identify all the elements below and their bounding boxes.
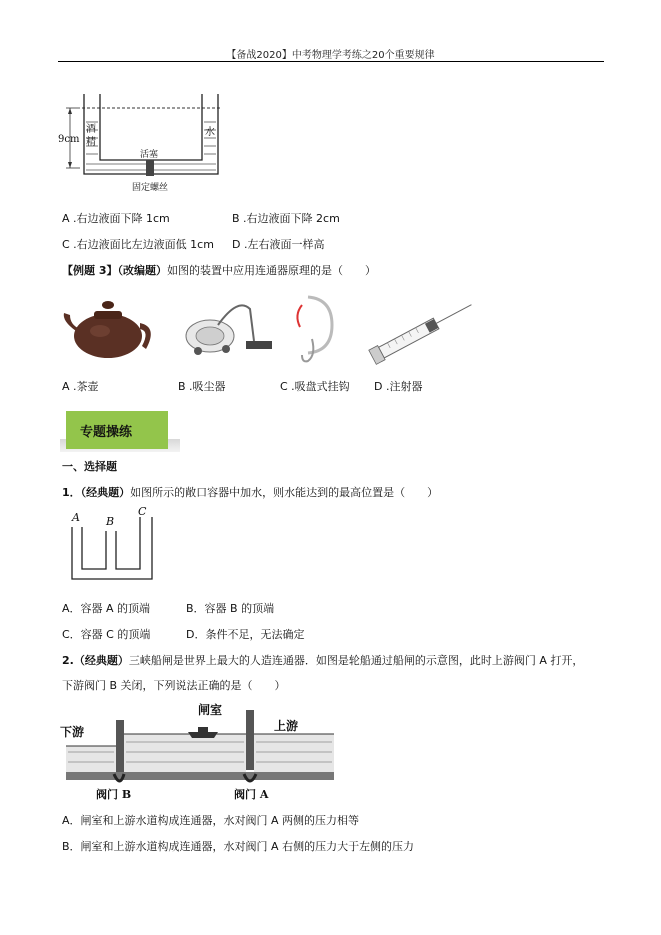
piston-label: 活塞 xyxy=(140,150,159,160)
height-label: 9cm xyxy=(58,134,80,145)
container-a-label: A xyxy=(72,511,80,524)
q2-number: 2. xyxy=(62,654,74,667)
q1-option-c: C．容器 C 的顶端 xyxy=(62,628,151,641)
q2-source: （经典题） xyxy=(73,654,129,667)
u-tube-piston-figure xyxy=(58,90,228,195)
option-d: D .左右液面一样高 xyxy=(232,238,325,251)
upstream-label: 上游 xyxy=(274,719,299,733)
container-c-label: C xyxy=(138,505,147,518)
example3-question xyxy=(62,262,376,278)
q1-stem xyxy=(62,484,438,500)
alcohol-label-2: 精 xyxy=(86,137,96,148)
suction-hook-icon xyxy=(288,291,348,366)
q1-number: 1． xyxy=(62,486,81,499)
option-c: C .右边液面比左边液面低 1cm xyxy=(62,238,214,251)
valve-b-label: 阀门 B xyxy=(96,788,132,801)
example3-option-a: A .茶壶 xyxy=(62,380,99,393)
option-b: B .右边液面下降 2cm xyxy=(232,212,340,225)
valve-a-label: 阀门 A xyxy=(234,788,269,801)
example3-option-b: B .吸尘器 xyxy=(178,380,226,393)
example3-text: 如图的装置中应用连通器原理的是（ ） xyxy=(166,264,376,277)
open-containers-figure xyxy=(66,505,166,585)
q1-source: （经典题） xyxy=(80,486,131,499)
q2-stem-line2: 下游阀门 B 关闭，下列说法正确的是（ ） xyxy=(62,679,286,692)
q1-option-b: B．容器 B 的顶端 xyxy=(186,602,275,615)
alcohol-label-1: 酒 xyxy=(86,124,96,135)
lock-chamber-label: 闸室 xyxy=(198,703,223,717)
container-b-label: B xyxy=(106,515,115,528)
teapot-icon xyxy=(58,291,158,366)
page-header: 【备战2020】中考物理学考练之20个重要规律 xyxy=(226,50,435,61)
section-banner-text: 专题操练 xyxy=(80,425,133,440)
example3-tag: 【例题 3】 xyxy=(62,264,118,277)
q1-text: 如图所示的敞口容器中加水，则水能达到的最高位置是（ ） xyxy=(130,486,439,499)
q2-text-line1: 三峡船闸是世界上最大的人造连通器．如图是轮船通过船闸的示意图，此时上游阀门 A 打开， xyxy=(128,654,584,667)
q2-option-a: A．闸室和上游水道构成连通器，水对阀门 A 两侧的压力相等 xyxy=(62,814,360,827)
header-divider xyxy=(58,61,604,62)
q2-option-b: B．闸室和上游水道构成连通器，水对阀门 A 右侧的压力大于左侧的压力 xyxy=(62,840,415,853)
example3-option-c: C .吸盘式挂钩 xyxy=(280,380,350,393)
downstream-label: 下游 xyxy=(60,725,85,739)
water-label: 水 xyxy=(205,127,215,138)
example3-source: （改编题） xyxy=(117,264,167,277)
q1-option-d: D．条件不足，无法确定 xyxy=(186,628,305,641)
ship-lock-figure xyxy=(60,696,340,802)
vacuum-cleaner-icon xyxy=(178,291,278,366)
q2-stem-line1 xyxy=(62,652,583,668)
section-heading: 一、选择题 xyxy=(62,460,117,473)
screw-label: 固定螺丝 xyxy=(132,183,169,193)
syringe-icon xyxy=(362,291,482,366)
q1-option-a: A．容器 A 的顶端 xyxy=(62,602,151,615)
example3-option-d: D .注射器 xyxy=(374,380,423,393)
option-a: A .右边液面下降 1cm xyxy=(62,212,170,225)
